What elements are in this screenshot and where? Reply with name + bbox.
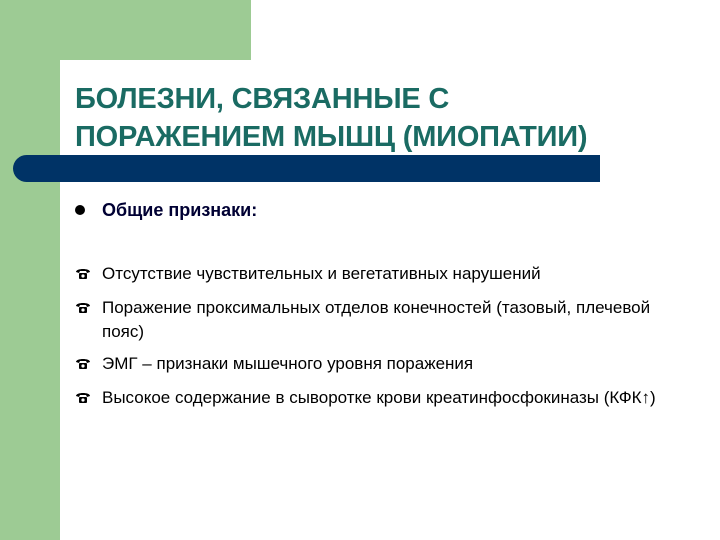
list-item xyxy=(75,352,695,376)
list-item-text: Поражение проксимальных отделов конечностей (тазовый, плечевой пояс) xyxy=(102,298,651,341)
section-heading xyxy=(75,196,257,224)
telephone-icon xyxy=(75,390,91,404)
left-green-strip xyxy=(0,0,60,540)
slide-title-line-2: ПОРАЖЕНИЕМ МЫШЦ (МИОПАТИИ) xyxy=(75,121,588,153)
slide-title-line-1: БОЛЕЗНИ, СВЯЗАННЫЕ С xyxy=(75,83,450,115)
list-item-text: Отсутствие чувствительных и вегетативных нарушений xyxy=(102,264,541,283)
list-item xyxy=(75,386,695,410)
bullet-dot-icon xyxy=(75,205,85,215)
section-heading-text: Общие признаки: xyxy=(102,199,258,220)
top-green-block xyxy=(0,0,251,60)
symptom-list xyxy=(75,262,695,420)
telephone-icon xyxy=(75,356,91,370)
list-item xyxy=(75,296,695,344)
slide-title xyxy=(75,80,695,156)
title-divider-bar xyxy=(13,155,600,182)
list-item xyxy=(75,262,695,286)
list-item-text: Высокое содержание в сыворотке крови креатинфосфокиназы (КФК↑) xyxy=(102,388,656,407)
list-item-text: ЭМГ – признаки мышечного уровня поражения xyxy=(102,354,474,373)
telephone-icon xyxy=(75,300,91,314)
telephone-icon xyxy=(75,266,91,280)
